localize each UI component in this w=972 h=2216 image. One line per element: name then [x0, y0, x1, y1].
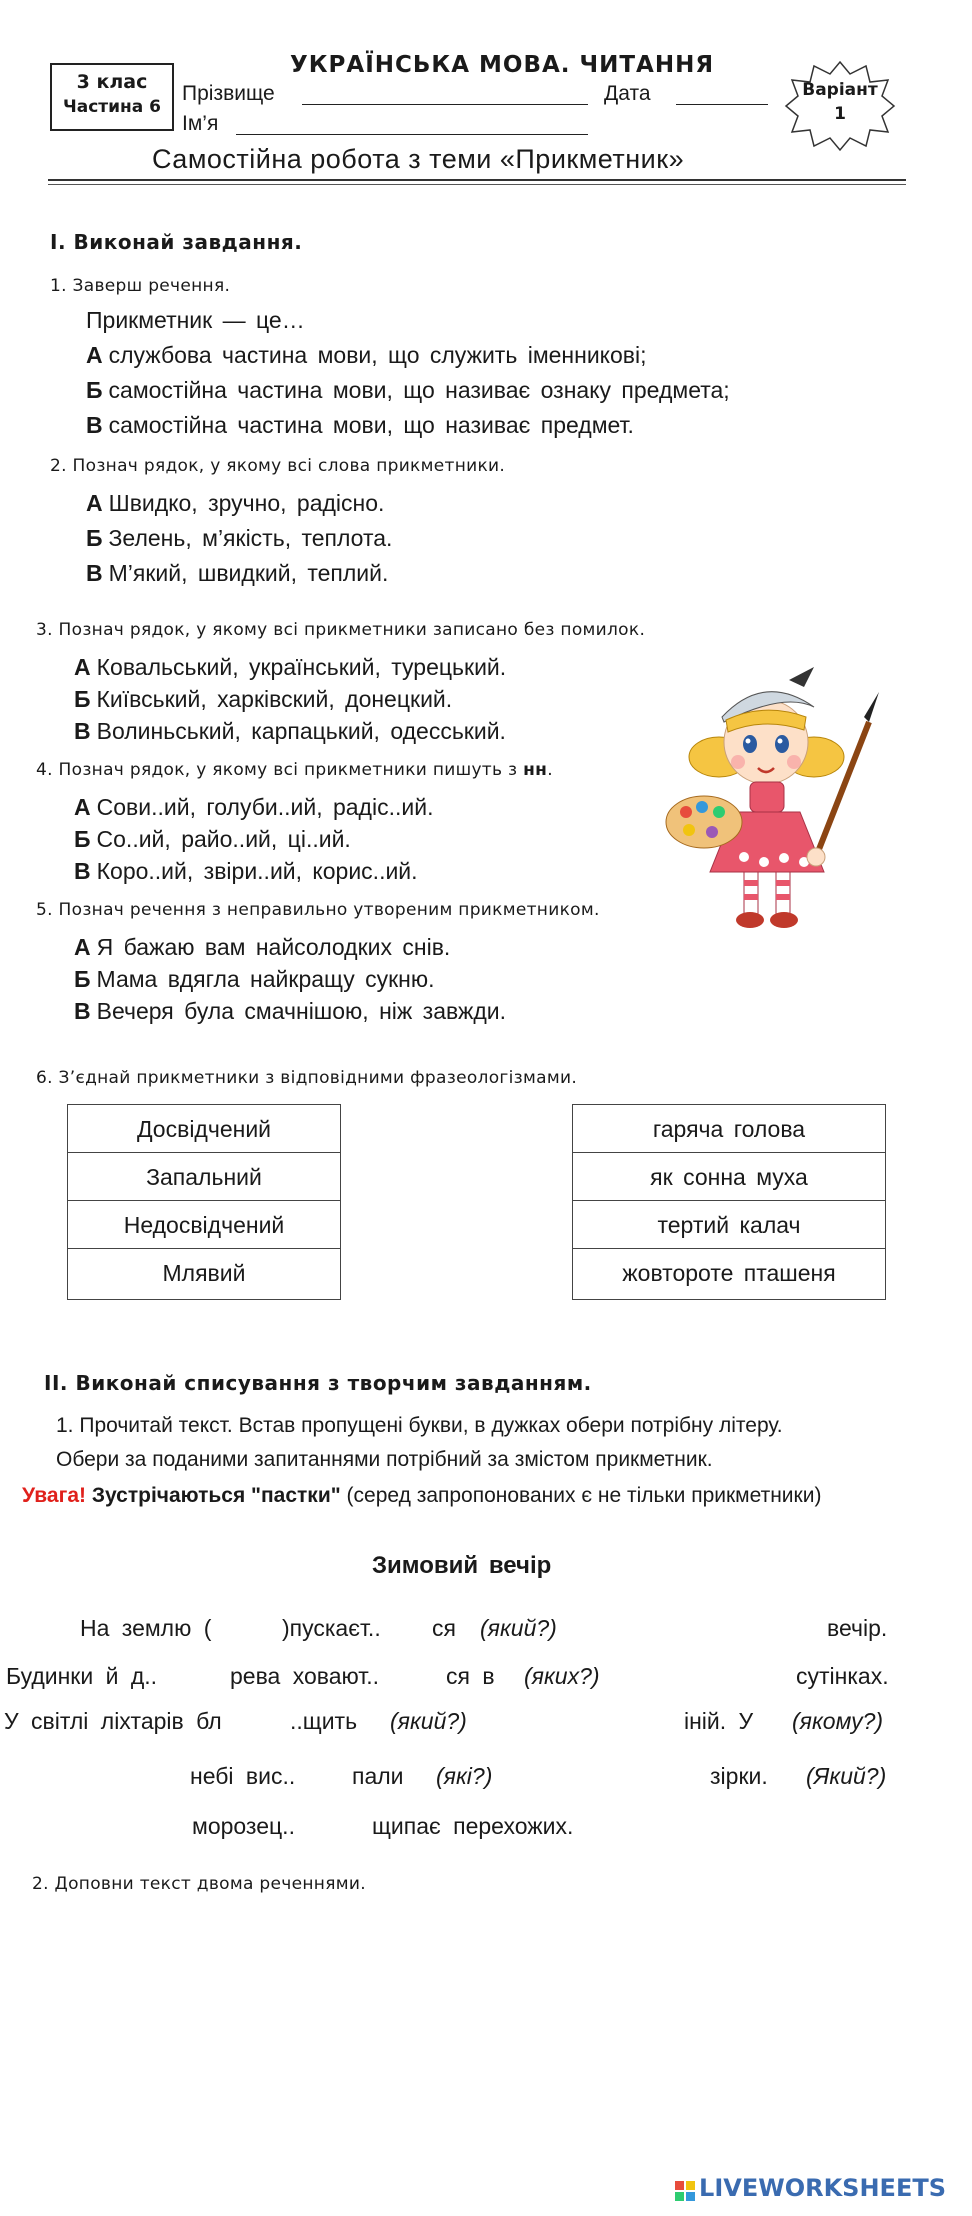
task-text: Познач рядок, у якому всі слова прикметники.: [72, 456, 506, 476]
variant-label: Варіант: [802, 80, 878, 100]
surname-field[interactable]: [302, 104, 588, 105]
task5-option-b[interactable]: [74, 966, 435, 993]
option-text: Коро..ий, звіри..ий, корис..ий.: [96, 858, 418, 884]
task6: [36, 1068, 577, 1088]
task3-option-a[interactable]: [74, 654, 506, 681]
task5-option-c[interactable]: [74, 998, 506, 1025]
warning-traps: Зустрічаються "пастки": [91, 1484, 341, 1507]
class-label: 3 клас: [76, 71, 148, 93]
task1: [50, 276, 230, 296]
option-letter: В: [74, 858, 91, 884]
essay-input[interactable]: [30, 1910, 930, 2110]
task-num: 4.: [36, 760, 53, 780]
task4-option-b[interactable]: [74, 826, 351, 853]
section2-heading: II. Виконай списування з творчим завданням.: [44, 1371, 592, 1395]
option-letter: Б: [86, 525, 103, 551]
text-l5b: щипає перехожих.: [372, 1813, 574, 1839]
task3: [36, 620, 645, 640]
liveworksheets-logo: [675, 2174, 946, 2202]
text-l2e: сутінках.: [796, 1663, 889, 1689]
text-l1a: На землю (: [80, 1615, 212, 1641]
blank-input[interactable]: [320, 1810, 370, 1840]
task4-option-a[interactable]: [74, 794, 433, 821]
option-letter: Б: [74, 966, 91, 992]
task-text: Познач рядок, у якому всі прикметники пишуть з: [58, 760, 518, 780]
option-text: самостійна частина мови, що називає ознаку предмета;: [108, 377, 730, 403]
idiom-item[interactable]: як сонна муха: [573, 1153, 885, 1201]
blank-input[interactable]: [204, 1660, 226, 1690]
option-letter: А: [86, 490, 103, 516]
blank-input[interactable]: [388, 1612, 428, 1642]
option-letter: В: [74, 998, 91, 1024]
answer-input[interactable]: [30, 1760, 180, 1790]
section2-instruction-1: 1. Прочитай текст. Встав пропущені букви, в дужках обери потрібну літеру.: [56, 1414, 783, 1437]
divider: [48, 184, 906, 185]
warning-line: [22, 1484, 821, 1508]
task-num: 5.: [36, 900, 53, 920]
option-letter: А: [74, 654, 91, 680]
option-text: Со..ий, райо..ий, ці..ий.: [96, 826, 351, 852]
answer-input[interactable]: [524, 1760, 704, 1790]
answer-input[interactable]: [30, 1810, 180, 1840]
option-letter: В: [86, 412, 103, 438]
option-text: М’який, швидкий, теплий.: [108, 560, 389, 586]
option-text: Мама вдягла найкращу сукню.: [96, 966, 435, 992]
task2-option-b[interactable]: [86, 525, 392, 552]
date-label: Дата: [604, 82, 651, 105]
option-text: Волиньський, карпацький, одесський.: [96, 718, 506, 744]
blank-input[interactable]: [306, 1760, 346, 1790]
option-text: службова частина мови, що служить іменникові;: [108, 342, 647, 368]
text-l4b: пали: [352, 1763, 404, 1789]
question-hint: (який?): [390, 1708, 467, 1734]
option-text: Київський, харківский, донецкий.: [96, 686, 453, 712]
idioms-box: [572, 1104, 886, 1300]
task-text: Познач рядок, у якому всі прикметники записано без помилок.: [58, 620, 646, 640]
blank-input[interactable]: [232, 1612, 278, 1642]
painter-girl-illustration: [664, 662, 894, 942]
option-text: Сови..ий, голуби..ий, радіс..ий.: [96, 794, 434, 820]
variant-number: 1: [834, 104, 846, 124]
task1-option-b[interactable]: [86, 377, 730, 404]
option-text: Зелень, м’якість, теплота.: [108, 525, 393, 551]
logo-text: LIVEWORKSHEETS: [699, 2174, 946, 2202]
option-letter: В: [74, 718, 91, 744]
text-l4e: зірки.: [710, 1763, 768, 1789]
task2-option-a[interactable]: [86, 490, 384, 517]
task-text: З’єднай прикметники з відповідними фразеологізмами.: [58, 1068, 578, 1088]
option-text: Вечеря була смачнішою, ніж завжди.: [96, 998, 507, 1024]
question-hint: (якому?): [792, 1708, 884, 1734]
text-l1c: ся: [432, 1615, 456, 1641]
adjective-item[interactable]: Недосвідчений: [68, 1201, 340, 1249]
task-num: 6.: [36, 1068, 53, 1088]
text-title: Зимовий вечір: [372, 1552, 552, 1579]
option-letter: В: [86, 560, 103, 586]
warning-label: Увага!: [22, 1484, 86, 1507]
task1-option-a[interactable]: [86, 342, 647, 369]
option-letter: Б: [86, 377, 103, 403]
section1-heading: I. Виконай завдання.: [50, 230, 303, 254]
option-letter: Б: [74, 686, 91, 712]
question-hint: (який?): [480, 1615, 557, 1641]
task3-option-b[interactable]: [74, 686, 452, 713]
option-letter: А: [74, 794, 91, 820]
task4-option-c[interactable]: [74, 858, 418, 885]
text-l3b: ..щить: [290, 1708, 358, 1734]
adjective-item[interactable]: Млявий: [162, 1260, 246, 1286]
page-title: Самостійна робота з теми «Прикметник»: [152, 144, 685, 174]
option-text: самостійна частина мови, що називає предмет.: [108, 412, 634, 438]
task2: [50, 456, 505, 476]
text-l2c: ся в: [446, 1663, 495, 1689]
text-l2b: рева ховают..: [230, 1663, 380, 1689]
blank-input[interactable]: [264, 1705, 286, 1735]
option-letter: А: [86, 342, 103, 368]
blank-input[interactable]: [420, 1660, 444, 1690]
option-text: Швидко, зручно, радісно.: [108, 490, 385, 516]
task5: [36, 900, 600, 920]
task-bold-tail: нн: [523, 760, 548, 780]
warning-note: (серед запропонованих є не тільки прикметники): [346, 1484, 822, 1507]
task1-option-c[interactable]: [86, 412, 634, 439]
option-letter: Б: [74, 826, 91, 852]
class-badge: [50, 63, 174, 131]
subject-title: УКРАЇНСЬКА МОВА. ЧИТАННЯ: [290, 52, 715, 78]
text-l3e: іній. У: [684, 1708, 754, 1734]
text-l1b: )пускаєт..: [282, 1615, 381, 1641]
task2-complete-text: 2. Доповни текст двома реченнями.: [32, 1874, 366, 1894]
part-label: Частина 6: [62, 97, 161, 117]
task-num: 1.: [50, 276, 67, 296]
adjective-item[interactable]: Запальний: [68, 1153, 340, 1201]
adjectives-box: [67, 1104, 341, 1300]
adjective-item[interactable]: Досвідчений: [68, 1105, 340, 1153]
task1-lead: Прикметник — це…: [86, 307, 305, 333]
text-l5a: морозец..: [192, 1813, 295, 1839]
name-label: Ім’я: [182, 112, 219, 135]
answer-input[interactable]: [624, 1660, 790, 1690]
divider: [48, 179, 906, 181]
section2-instruction-2: Обери за поданими запитаннями потрібний за змістом прикметник.: [56, 1448, 713, 1471]
answer-input[interactable]: [580, 1612, 820, 1642]
task3-option-c[interactable]: [74, 718, 506, 745]
answer-input[interactable]: [490, 1705, 676, 1735]
task5-option-a[interactable]: [74, 934, 450, 961]
option-text: Ковальський, український, турецький.: [96, 654, 507, 680]
option-text: Я бажаю вам найсолодких снів.: [96, 934, 451, 960]
idiom-item[interactable]: гаряча голова: [573, 1105, 885, 1153]
task4: 4. Познач рядок, у якому всі прикметники пишуть з нн.: [36, 760, 553, 780]
question-hint: (які?): [436, 1763, 493, 1789]
task2-option-c[interactable]: [86, 560, 388, 587]
text-l1e: вечір.: [827, 1615, 888, 1641]
surname-label: Прізвище: [182, 82, 275, 105]
question-hint: (Який?): [806, 1763, 887, 1789]
task-num: 3.: [36, 620, 53, 640]
option-letter: А: [74, 934, 91, 960]
task-num: 2.: [50, 456, 67, 476]
logo-icon: [675, 2179, 695, 2199]
task-text: Познач речення з неправильно утвореним прикметником.: [58, 900, 600, 920]
task-text: Заверш речення.: [72, 276, 231, 296]
name-field[interactable]: [236, 134, 588, 135]
idiom-item[interactable]: жовтороте пташеня: [622, 1260, 836, 1286]
question-hint: (яких?): [524, 1663, 600, 1689]
text-l3a: У світлі ліхтарів бл: [4, 1708, 222, 1734]
text-l2a: Будинки й д..: [6, 1663, 158, 1689]
text-l4a: небі вис..: [190, 1763, 296, 1789]
date-field[interactable]: [676, 104, 768, 105]
idiom-item[interactable]: тертий калач: [573, 1201, 885, 1249]
